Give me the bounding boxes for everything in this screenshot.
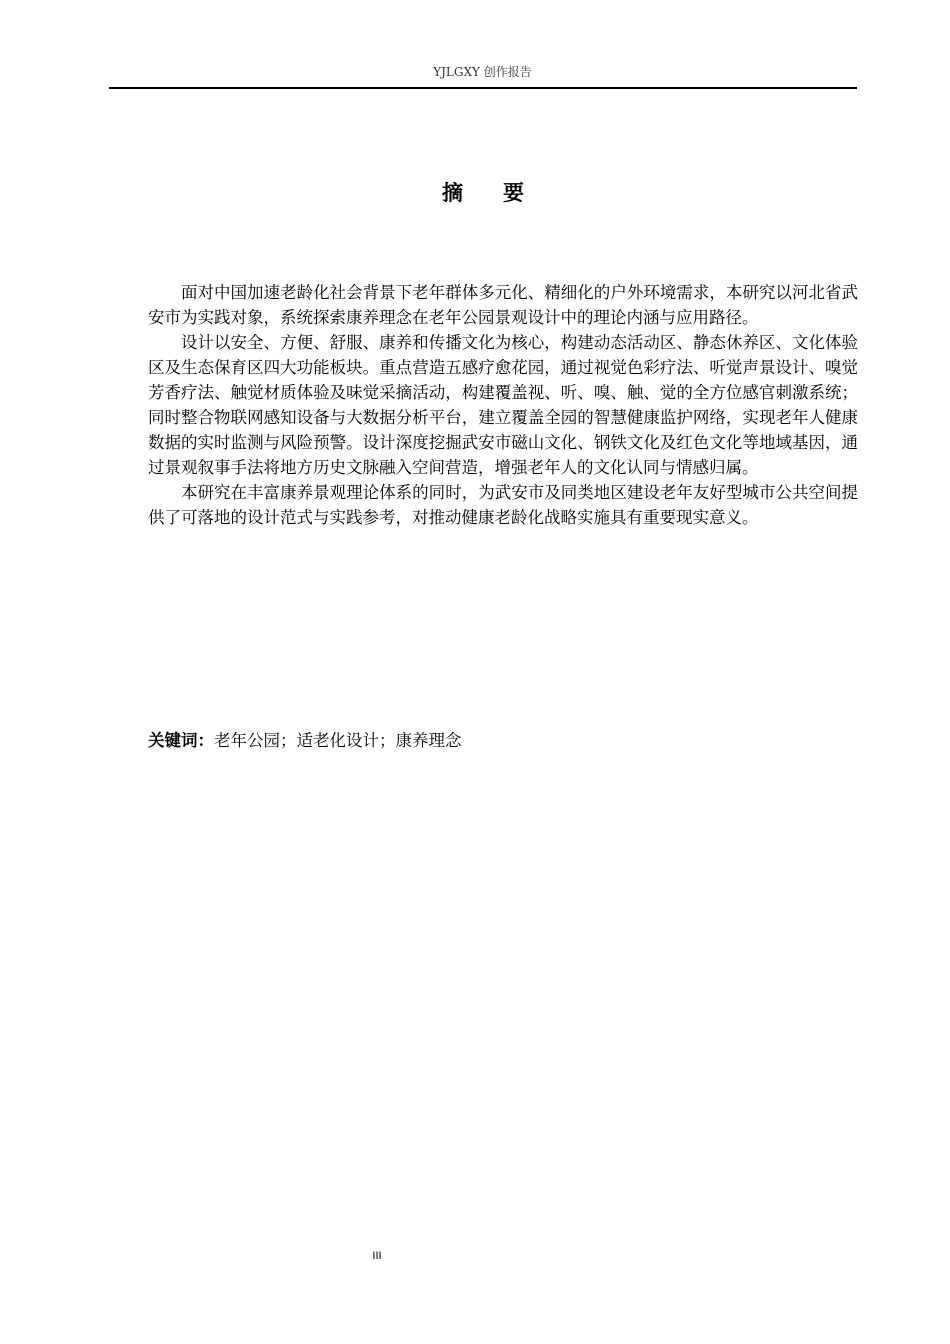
abstract-paragraph-1: 面对中国加速老龄化社会背景下老年群体多元化、精细化的户外环境需求，本研究以河北省武安市为实践对象，系统探索康养理念在老年公园景观设计中的理论内涵与应用路径。 bbox=[148, 283, 858, 327]
keywords-line bbox=[148, 729, 858, 753]
abstract-paragraph-3: 本研究在丰富康养景观理论体系的同时，为武安市及同类地区建设老年友好型城市公共空间提供了可落地的设计范式与实践参考，对推动健康老龄化战略实施具有重要现实意义。 bbox=[148, 483, 858, 527]
abstract-title: 摘要 bbox=[442, 181, 564, 205]
abstract-body bbox=[148, 280, 858, 530]
keywords-text: 老年公园；适老化设计；康养理念 bbox=[214, 731, 462, 750]
running-header: YJLGXY 创作报告 bbox=[433, 65, 532, 79]
keywords-label: 关键词： bbox=[148, 731, 214, 750]
abstract-paragraph-2: 设计以安全、方便、舒服、康养和传播文化为核心，构建动态活动区、静态休养区、文化体验区及生态保育区四大功能板块。重点营造五感疗愈花园，通过视觉色彩疗法、听觉声景设计、嗅觉芳香疗法、触觉材质体验及味觉采摘活动，构建覆盖视、听、嗅、触、觉的全方位感官刺激系统；同时整合物联网感知设备与大数据分析平台，建立覆盖全园的智慧健康监护网络，实现老年人健康数据的实时监测与风险预警。设计深度挖掘武安市磁山文化、钢铁文化及红色文化等地域基因，通过景观叙事手法将地方历史文脉融入空间营造，增强老年人的文化认同与情感归属。 bbox=[148, 333, 858, 477]
header-divider bbox=[109, 87, 857, 89]
page-number: III bbox=[372, 1250, 382, 1262]
